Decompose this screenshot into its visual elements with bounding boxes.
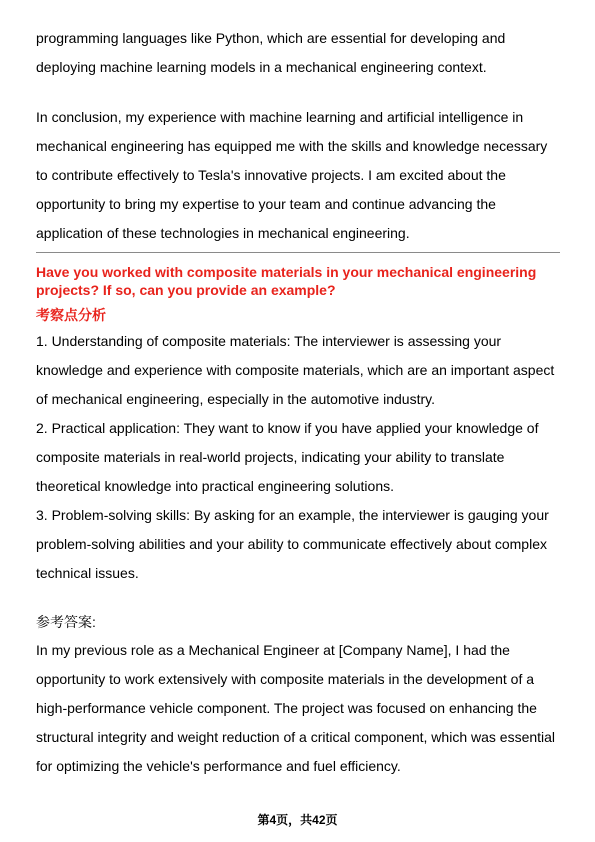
page-content bbox=[36, 24, 560, 781]
intro-conclusion: In conclusion, my experience with machine learning and artificial intelligence in mechanical engineering has equipped me with the skills and knowledge necessary to contribute effectively to Tesla's innovative projects. I am excited about the opportunity to bring my expertise to your team and continue advancing the application of these technologies in mechanical engineering. bbox=[36, 109, 548, 241]
analysis-point-2: 2. Practical application: They want to know if you have applied your knowledge of composite materials in real-world projects, indicating your ability to translate theoretical knowledge into practical engineering solutions. bbox=[36, 420, 539, 494]
analysis-heading: 考察点分析 bbox=[36, 307, 106, 323]
question-heading: Have you worked with composite materials in your mechanical engineering projects? If so, can you provide an example? bbox=[36, 264, 537, 298]
intro-continuation: programming languages like Python, which are essential for developing and deploying machine learning models in a mechanical engineering context. bbox=[36, 30, 506, 75]
analysis-point-1: 1. Understanding of composite materials: The interviewer is assessing your knowledge and experience with composite materials, which are an important aspect of mechanical engineering, especially in the automotive industry. bbox=[36, 333, 555, 407]
analysis-point-3: 3. Problem-solving skills: By asking for an example, the interviewer is gauging your problem-solving abilities and your ability to communicate effectively about complex technical issues. bbox=[36, 507, 549, 581]
answer-text: In my previous role as a Mechanical Engineer at [Company Name], I had the opportunity to work extensively with composite materials in the development of a high-performance vehicle component. The project was focused on enhancing the structural integrity and weight reduction of a critical component, which was essential for optimizing the vehicle's performance and fuel efficiency. bbox=[36, 642, 556, 774]
section-divider bbox=[36, 252, 560, 253]
page-number-footer: 第4页，共42页 bbox=[257, 813, 338, 827]
answer-heading: 参考答案: bbox=[36, 614, 96, 630]
